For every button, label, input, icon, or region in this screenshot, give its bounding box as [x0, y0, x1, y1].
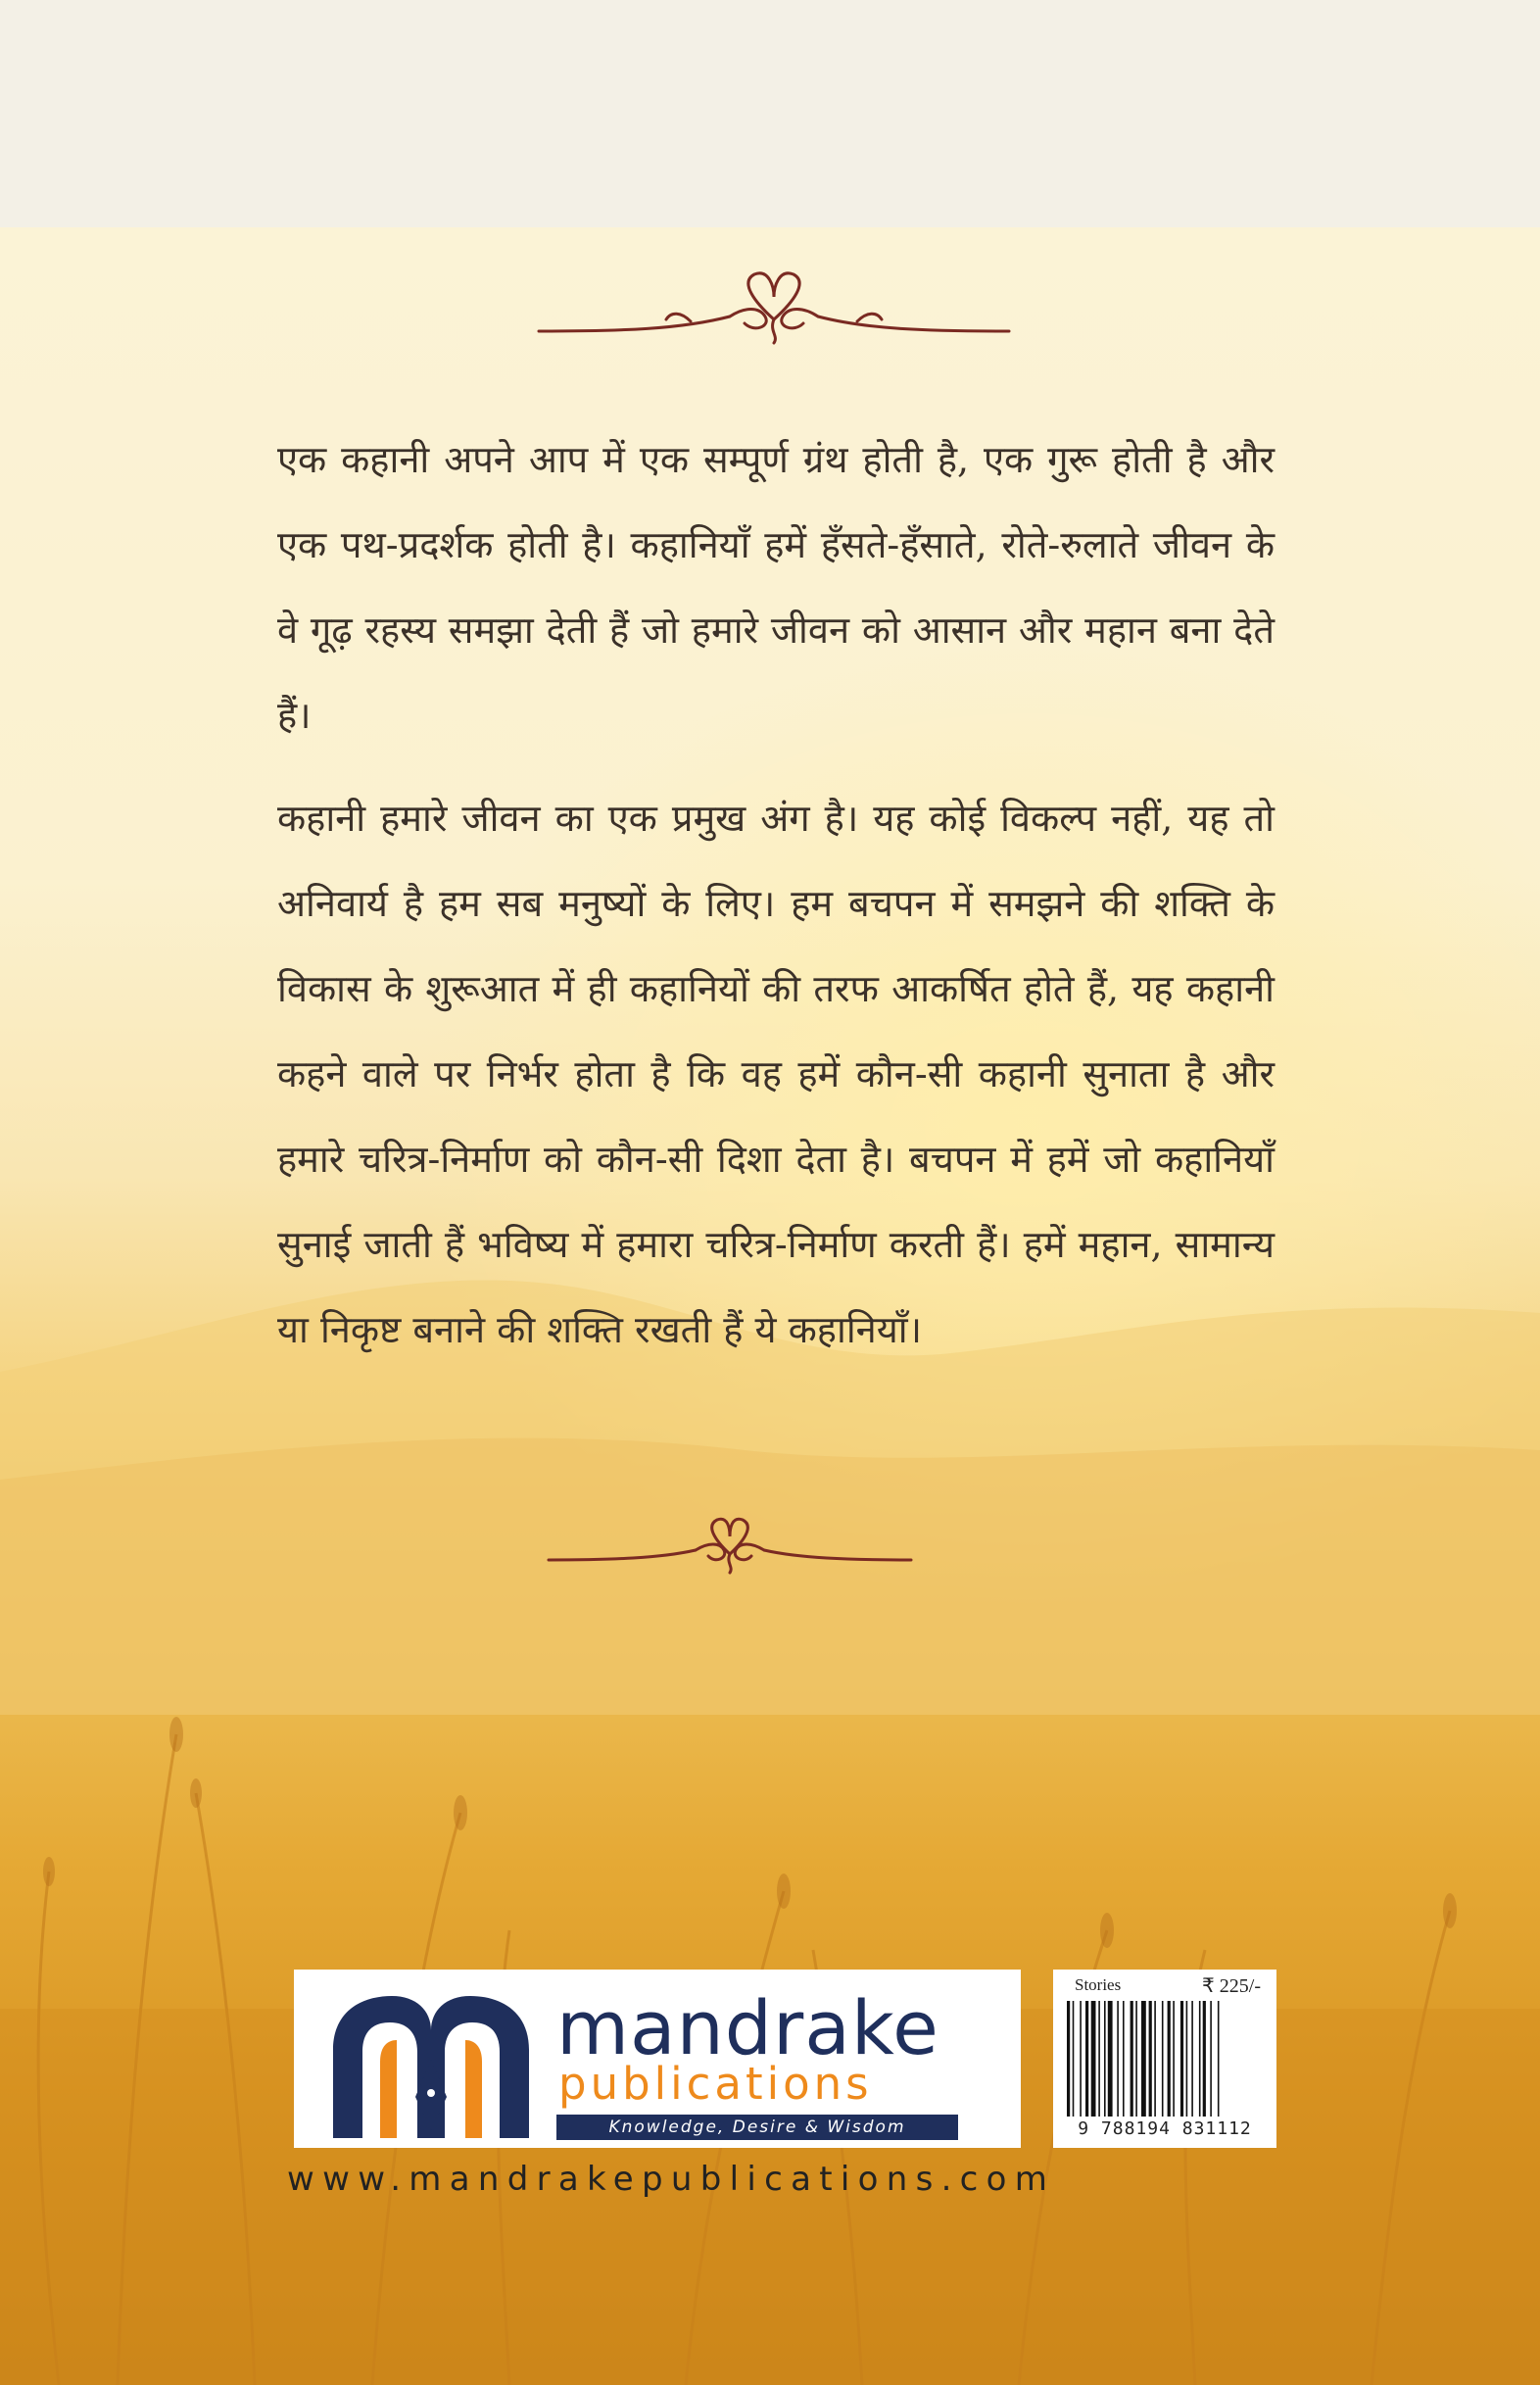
- publisher-tagline: Knowledge, Desire & Wisdom: [556, 2115, 958, 2140]
- ornament-divider-bottom: [544, 1511, 916, 1580]
- description-paragraph-1: एक कहानी अपने आप में एक सम्पूर्ण ग्रंथ होती है, एक गुरू होती है और एक पथ-प्रदर्शक होती है। कहानियाँ हमें हँसते-हँसाते, रोते-रुलाते जीवन के वे गूढ़ रहस्य समझा देती हैं जो हमारे जीवन को आसान और महान बना देते हैं।: [277, 438, 1275, 737]
- ornament-divider-top: [534, 263, 1014, 351]
- barcode-panel: [1053, 1970, 1276, 2148]
- barcode-price: ₹ 225/-: [1202, 1975, 1261, 1997]
- publisher-website: www.mandrakepublications.com: [287, 2160, 1056, 2199]
- publisher-logo-mark-icon: [323, 1991, 539, 2138]
- barcode-isbn-digits: 9 788194 831112: [1078, 2118, 1252, 2139]
- publisher-logo-panel: [294, 1970, 1021, 2148]
- barcode-bars-icon: [1065, 2001, 1265, 2118]
- top-band: [0, 0, 1540, 227]
- grass-field-background: [0, 1323, 1540, 2385]
- publisher-subtitle: publications: [558, 2058, 873, 2110]
- description-paragraph-2: कहानी हमारे जीवन का एक प्रमुख अंग है। यह कोई विकल्प नहीं, यह तो अनिवार्य है हम सब मनुष्यों के लिए। हम बचपन में समझने की शक्ति के विकास के शुरूआत में ही कहानियों की तरफ आकर्षित होते हैं, यह कहानी कहने वाले पर निर्भर होता है कि वह हमें कौन-सी कहानी सुनाता है और हमारे चरित्र-निर्माण को कौन-सी दिशा देता है। बचपन में हमें जो कहानियाँ सुनाई जाती हैं भविष्य में हमारा चरित्र-निर्माण करती हैं। हमें महान, सामान्य या निकृष्ट बनाने की शक्ति रखती हैं ये कहानियाँ।: [277, 797, 1275, 1351]
- publisher-name: mandrake: [556, 1984, 939, 2071]
- barcode-genre-label: Stories: [1075, 1975, 1122, 1994]
